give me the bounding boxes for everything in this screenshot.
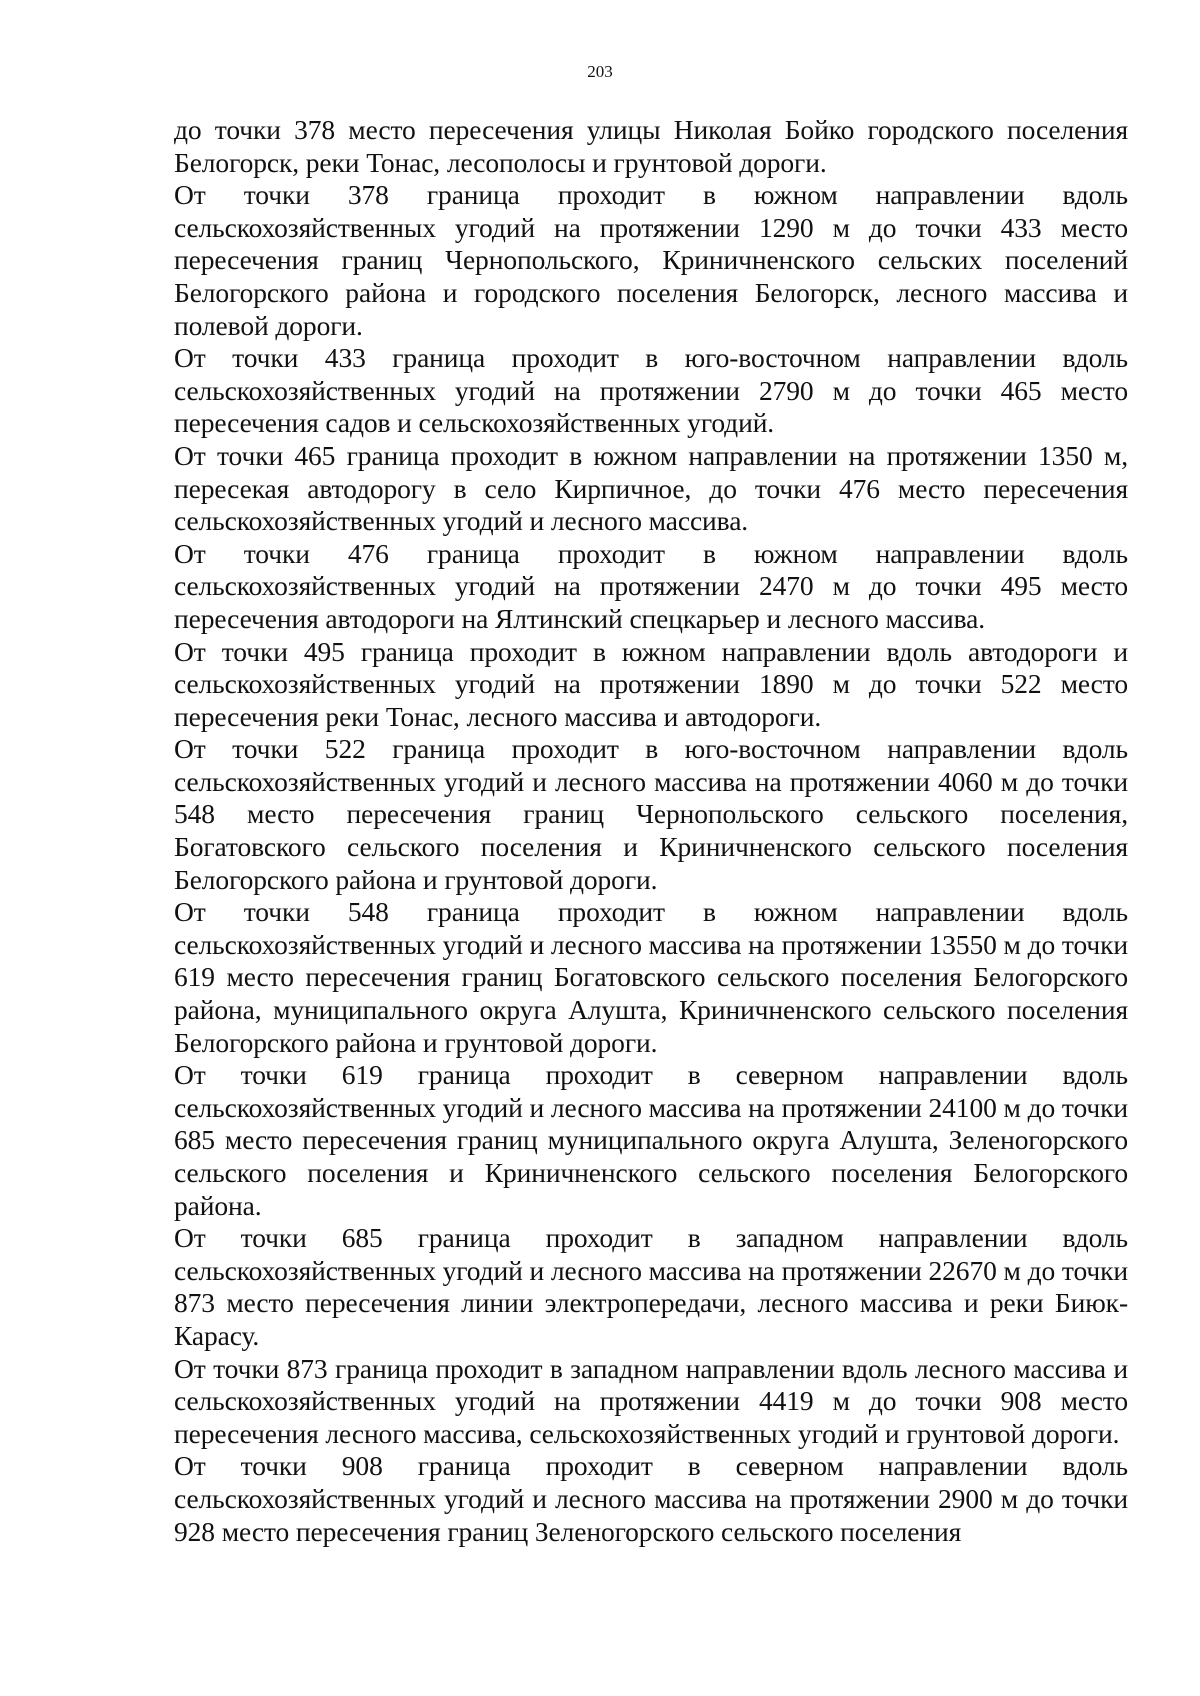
page-number: 203 [587,62,613,81]
paragraph: От точки 908 граница проходит в северном направлении вдоль сельскохозяйственных угодий и лесного массива на протяжении 2900 м до точки 928 место пересечения границ Зеленогорского сельского поселения [174,1450,1128,1547]
paragraph: до точки 378 место пересечения улицы Николая Бойко городского поселения Белогорск, реки Тонас, лесополосы и грунтовой дороги. [174,114,1128,178]
paragraph: От точки 522 граница проходит в юго-восточном направлении вдоль сельскохозяйственных угодий и лесного массива на протяжении 4060 м до точки 548 место пересечения границ Чернопольского сельского поселения, Богатовского сельского поселения и Криничненского сельского поселения Белогорского района и грунтовой дороги. [174,733,1128,895]
paragraph: От точки 433 граница проходит в юго-восточном направлении вдоль сельскохозяйственных угодий на протяжении 2790 м до точки 465 место пересечения садов и сельскохозяйственных угодий. [174,342,1128,439]
paragraph: От точки 476 граница проходит в южном направлении вдоль сельскохозяйственных угодий на протяжении 2470 м до точки 495 место пересечения автодороги на Ялтинский спецкарьер и лесного массива. [174,537,1128,634]
paragraph: От точки 378 граница проходит в южном направлении вдоль сельскохозяйственных угодий на протяжении 1290 м до точки 433 место пересечения границ Чернопольского, Криничненского сельских поселений Белогорского района и городского поселения Белогорск, лесного массива и полевой дороги. [174,179,1128,341]
paragraph: От точки 495 граница проходит в южном направлении вдоль автодороги и сельскохозяйственных угодий на протяжении 1890 м до точки 522 место пересечения реки Тонас, лесного массива и автодороги. [174,635,1128,732]
paragraph: От точки 465 граница проходит в южном направлении на протяжении 1350 м, пересекая автодорогу в село Кирпичное, до точки 476 место пересечения сельскохозяйственных угодий и лесного массива. [174,439,1128,537]
paragraph: От точки 873 граница проходит в западном направлении вдоль лесного массива и сельскохозяйственных угодий на протяжении 4419 м до точки 908 место пересечения лесного массива, сельскохозяйственных угодий и грунтовой дороги. [174,1352,1128,1449]
paragraph: От точки 685 граница проходит в западном направлении вдоль сельскохозяйственных угодий и лесного массива на протяжении 22670 м до точки 873 место пересечения линии электропередачи, лесного массива и реки Биюк-Карасу. [174,1222,1129,1351]
paragraph: От точки 619 граница проходит в северном направлении вдоль сельскохозяйственных угодий и лесного массива на протяжении 24100 м до точки 685 место пересечения границ муниципального округа Алушта, Зеленогорского сельского поселения и Криничненского сельского поселения Белогорского района. [174,1059,1129,1221]
paragraph: От точки 548 граница проходит в южном направлении вдоль сельскохозяйственных угодий и лесного массива на протяжении 13550 м до точки 619 место пересечения границ Богатовского сельского поселения Белогорского района, муниципального округа Алушта, Криничненского сельского поселения Белогорского района и грунтовой дороги. [174,896,1129,1058]
document-body [174,114,1128,1548]
